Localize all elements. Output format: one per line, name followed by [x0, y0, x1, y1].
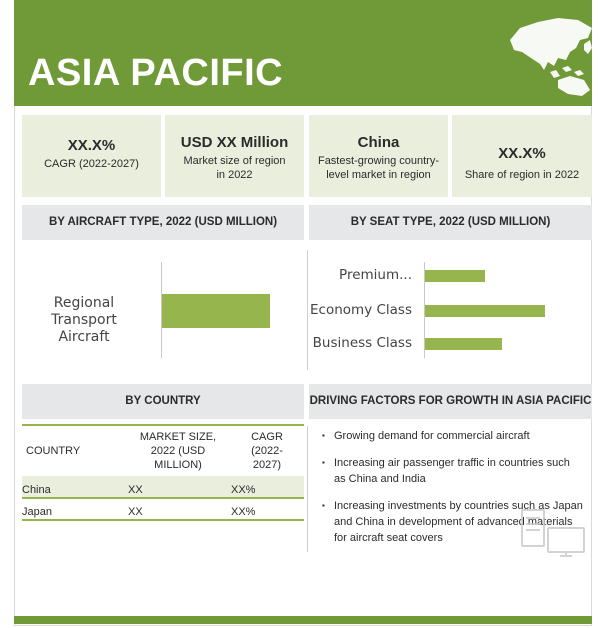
col-header-market-size-line1: MARKET SIZE,	[139, 431, 217, 443]
aircraft-category-label	[22, 295, 146, 346]
computer-watermark-icon	[520, 500, 588, 560]
row-japan-market-size: XX	[128, 506, 143, 518]
stat-market-size	[165, 115, 304, 197]
col-header-market-size-line3: MILLION)	[154, 459, 202, 471]
col-header-cagr-line3: 2027)	[252, 459, 282, 471]
stat-fastest-country-label	[309, 154, 448, 182]
table-top-rule	[22, 424, 304, 426]
table-row-rule	[22, 519, 304, 521]
section-head-aircraft-type	[22, 205, 304, 240]
asia-pacific-map-icon	[500, 10, 601, 100]
aircraft-bar	[162, 294, 270, 328]
col-header-market-size-line2: 2022 (USD	[150, 445, 206, 457]
section-head-aircraft-type-label: BY AIRCRAFT TYPE, 2022 (USD MILLION)	[48, 216, 278, 228]
col-header-market-size	[130, 430, 226, 472]
seat-bar	[425, 270, 485, 282]
seat-bar	[425, 305, 545, 317]
row-china-cagr: XX%	[231, 484, 256, 496]
aircraft-category-label-line1: Regional Transport	[51, 295, 117, 328]
section-head-drivers	[309, 384, 592, 419]
table-row-rule	[22, 497, 304, 499]
list-item: ▪ Increasing air passenger traffic in countries such as China and India	[322, 455, 584, 487]
stat-fastest-country-label-line1: Fastest-growing country-	[317, 155, 440, 167]
stat-region-share	[452, 115, 592, 197]
col-header-cagr-line1: CAGR	[251, 431, 283, 443]
stat-market-size-value: USD XX Million	[180, 134, 289, 151]
col-header-cagr	[240, 430, 294, 472]
list-item: ▪ Increasing investments by countries such as Japan and China in development of advanced materials for aircraft seat covers	[322, 498, 584, 546]
stat-cagr	[22, 115, 161, 197]
stat-fastest-country	[309, 115, 448, 197]
stat-region-share-label: Share of region in 2022	[464, 169, 580, 181]
seat-category-label: Economy Class	[310, 302, 412, 318]
section-head-seat-type	[309, 205, 592, 240]
list-item: ▪ Growing demand for commercial aircraft	[322, 428, 584, 444]
table-row	[22, 476, 304, 498]
col-header-country: COUNTRY	[26, 445, 81, 457]
stat-region-share-value: XX.X%	[498, 145, 546, 162]
footer-bar	[14, 616, 592, 624]
col-header-cagr-line2: (2022-	[251, 445, 283, 457]
stat-cagr-label: CAGR (2022-2027)	[44, 158, 139, 170]
section-head-country	[22, 384, 304, 419]
row-china-market-size: XX	[128, 484, 143, 496]
section-head-drivers-label: DRIVING FACTORS FOR GROWTH IN ASIA PACIFIC	[309, 395, 592, 407]
stat-market-size-label	[165, 154, 304, 182]
stat-market-size-label-line2: in 2022	[216, 169, 253, 181]
aircraft-category-label-line2: Aircraft	[58, 329, 110, 345]
stat-fastest-country-value: China	[357, 134, 400, 151]
table-divider	[307, 426, 308, 552]
seat-category-label: Business Class	[312, 335, 412, 351]
stat-fastest-country-label-line2: level market in region	[326, 169, 431, 181]
stat-cagr-value: XX.X%	[67, 137, 116, 154]
seat-category-label: Premium...	[339, 267, 412, 283]
region-title: ASIA PACIFIC	[28, 52, 284, 94]
row-japan-cagr: XX%	[231, 506, 256, 518]
row-china-country: China	[22, 484, 51, 496]
seat-bar	[425, 338, 502, 350]
row-japan-country: Japan	[22, 506, 52, 518]
stat-market-size-label-line1: Market size of region	[183, 155, 286, 167]
header-banner	[14, 0, 592, 106]
section-head-country-label: BY COUNTRY	[125, 395, 201, 407]
section-head-seat-type-label: BY SEAT TYPE, 2022 (USD MILLION)	[350, 216, 551, 228]
